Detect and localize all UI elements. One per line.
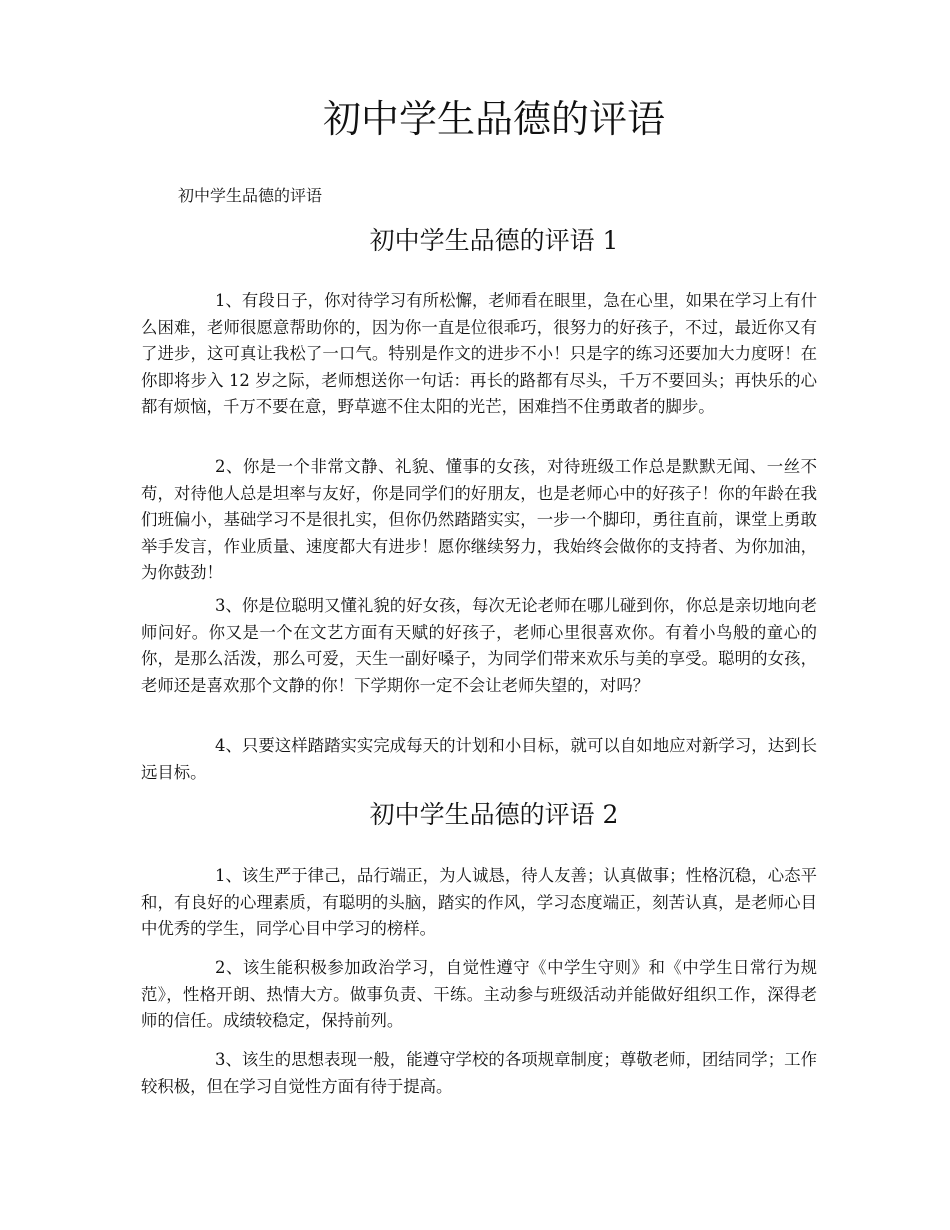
paragraph-1-4: 4、只要这样踏踏实实完成每天的计划和小目标，就可以自如地应对新学习，达到长远目标。 (141, 736, 817, 782)
section-heading-1: 初中学生品德的评语 1 (369, 226, 619, 255)
paragraph-1-3: 3、你是位聪明又懂礼貌的好女孩，每次无论老师在哪儿碰到你，你总是亲切地向老师问好。你又是一个在文艺方面有天赋的好孩子，老师心里很喜欢你。有着小鸟般的童心的你，是那么活泼，那么可爱，天生一副好嗓子，为同学们带来欢乐与美的享受。聪明的女孩，老师还是喜欢那个文静的你！下学期你一定不会让老师失望的，对吗？ (141, 596, 817, 695)
document-title: 初中学生品德的评语 (322, 97, 665, 141)
document-subtitle: 初中学生品德的评语 (178, 186, 323, 205)
paragraph-1-1: 1、有段日子，你对待学习有所松懈，老师看在眼里，急在心里，如果在学习上有什么困难，老师很愿意帮助你的，因为你一直是位很乖巧，很努力的好孩子，不过，最近你又有了进步，这可真让我松了一口气。特别是作文的进步不小！只是字的练习还要加大力度呀！在你即将步入 12 岁之际，老师想送你一句话：再长的路都有尽头，千万不要回头；再快乐的心都有烦恼，千万不要在意，野草遮不住太阳的光芒，困难挡不住勇敢者的脚步。 (141, 291, 817, 416)
section-heading-2: 初中学生品德的评语 2 (369, 800, 619, 829)
paragraph-1-2: 2、你是一个非常文静、礼貌、懂事的女孩，对待班级工作总是默默无闻、一丝不苟，对待他人总是坦率与友好，你是同学们的好朋友，也是老师心中的好孩子！你的年龄在我们班偏小，基础学习不是很扎实，但你仍然踏踏实实，一步一个脚印，勇往直前，课堂上勇敢举手发言，作业质量、速度都大有进步！愿你继续努力，我始终会做你的支持者、为你加油，为你鼓劲！ (141, 457, 817, 582)
paragraph-2-2: 2、该生能积极参加政治学习，自觉性遵守《中学生守则》和《中学生日常行为规范》，性格开朗、热情大方。做事负责、干练。主动参与班级活动并能做好组织工作，深得老师的信任。成绩较稳定，保持前列。 (141, 958, 817, 1030)
paragraph-2-3: 3、该生的思想表现一般，能遵守学校的各项规章制度；尊敬老师，团结同学；工作较积极，但在学习自觉性方面有待于提高。 (141, 1050, 817, 1096)
paragraph-2-1: 1、该生严于律己，品行端正，为人诚恳，待人友善；认真做事；性格沉稳，心态平和，有良好的心理素质，有聪明的头脑，踏实的作风，学习态度端正，刻苦认真，是老师心目中优秀的学生，同学心目中学习的榜样。 (141, 866, 817, 938)
